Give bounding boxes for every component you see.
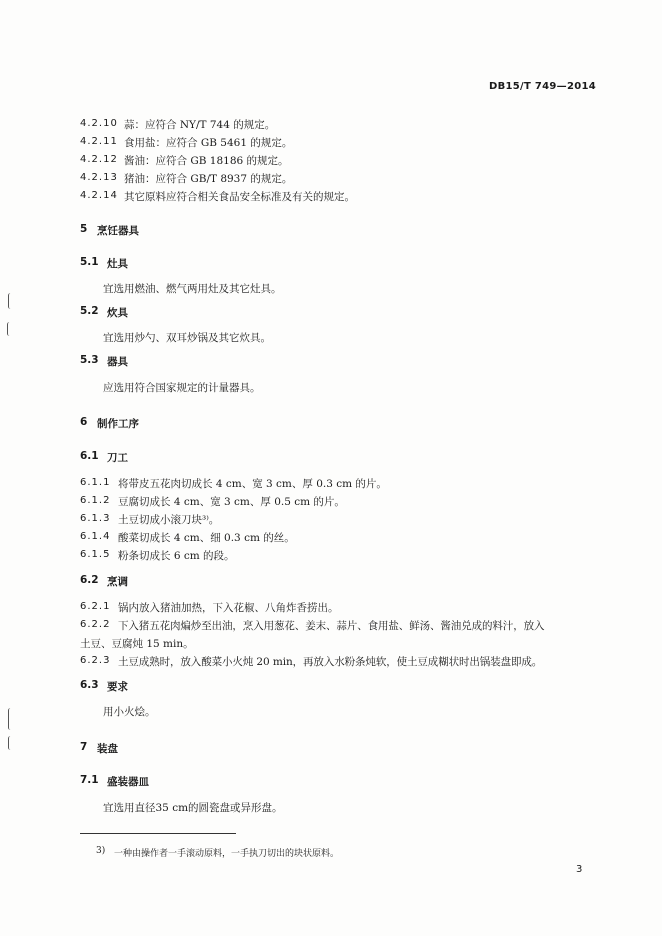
clause-text: 豆腐切成长 4 cm、宽 3 cm、厚 0.5 cm 的片。 bbox=[118, 496, 345, 508]
section-number: 5 bbox=[80, 223, 88, 235]
clause-number: 6.1.1 bbox=[80, 477, 111, 488]
clause-number: 6.1.5 bbox=[80, 549, 111, 560]
clause-text: 酱油：应符合 GB 18186 的规定。 bbox=[124, 155, 289, 167]
binding-mark bbox=[8, 736, 13, 750]
section-heading: 装盘 bbox=[97, 743, 118, 755]
clause-text: 将带皮五花肉切成长 4 cm、宽 3 cm、厚 0.3 cm 的片。 bbox=[118, 478, 387, 490]
subsection-number: 5.1 bbox=[80, 256, 99, 268]
footnote-separator bbox=[80, 833, 236, 834]
clause-number: 4.2.11 bbox=[80, 136, 118, 147]
paragraph: 宜选用炒勺、双耳炒锅及其它炊具。 bbox=[103, 332, 271, 344]
subsection-number: 6.3 bbox=[80, 679, 99, 691]
subsection-number: 7.1 bbox=[80, 774, 99, 786]
clause-number: 6.2.2 bbox=[80, 619, 111, 630]
footnote-mark: 3) bbox=[96, 846, 106, 856]
clause-text: 食用盐：应符合 GB 5461 的规定。 bbox=[124, 137, 293, 149]
clause-number: 6.2.1 bbox=[80, 601, 111, 612]
subsection-number: 5.3 bbox=[80, 354, 99, 366]
clause-text: 其它原料应符合相关食品安全标准及有关的规定。 bbox=[124, 191, 355, 203]
paragraph: 用小火烩。 bbox=[103, 706, 156, 718]
binding-mark bbox=[8, 293, 13, 309]
subsection-heading: 刀工 bbox=[107, 452, 128, 464]
subsection-heading: 烹调 bbox=[107, 576, 128, 588]
paragraph: 宜选用燃油、燃气两用灶及其它灶具。 bbox=[103, 283, 282, 295]
clause-number: 6.1.4 bbox=[80, 531, 111, 542]
binding-mark bbox=[7, 322, 12, 336]
clause-text: 猪油：应符合 GB/T 8937 的规定。 bbox=[124, 173, 293, 185]
clause-text: 酸菜切成长 4 cm、细 0.3 cm 的丝。 bbox=[118, 532, 295, 544]
section-number: 7 bbox=[80, 741, 88, 753]
clause-number: 4.2.13 bbox=[80, 172, 118, 183]
subsection-heading: 灶具 bbox=[107, 258, 128, 270]
subsection-heading: 器具 bbox=[107, 356, 128, 368]
clause-text: 蒜：应符合 NY/T 744 的规定。 bbox=[124, 119, 276, 131]
clause-number: 4.2.10 bbox=[80, 118, 118, 129]
subsection-number: 5.2 bbox=[80, 305, 99, 317]
clause-text: 下入猪五花肉煸炒至出油，烹入用葱花、姜末、蒜片、食用盐、鲜汤、酱油兑成的料汁，放入 bbox=[118, 620, 545, 632]
subsection-number: 6.1 bbox=[80, 450, 99, 462]
section-number: 6 bbox=[80, 416, 88, 428]
paragraph: 宜选用直径35 cm的圆瓷盘或异形盘。 bbox=[103, 802, 283, 814]
clause-number: 6.1.3 bbox=[80, 513, 111, 524]
clause-number: 4.2.14 bbox=[80, 190, 118, 201]
document-code: DB15/T 749—2014 bbox=[489, 81, 596, 92]
clause-number: 6.1.2 bbox=[80, 495, 111, 506]
clause-number: 4.2.12 bbox=[80, 154, 118, 165]
subsection-heading: 要求 bbox=[107, 681, 128, 693]
clause-text: 土豆切成小滚刀块³⁾。 bbox=[118, 514, 220, 526]
subsection-heading: 炊具 bbox=[107, 307, 128, 319]
page-number: 3 bbox=[576, 864, 583, 875]
subsection-number: 6.2 bbox=[80, 574, 99, 586]
clause-number: 6.2.3 bbox=[80, 655, 111, 666]
paragraph: 应选用符合国家规定的计量器具。 bbox=[103, 382, 261, 394]
clause-text-continued: 土豆、豆腐炖 15 min。 bbox=[80, 638, 194, 650]
section-heading: 烹饪器具 bbox=[97, 225, 139, 237]
binding-mark bbox=[8, 708, 13, 730]
clause-text: 土豆成熟时，放入酸菜小火炖 20 min，再放入水粉条炖软，使土豆成糊状时出锅装盘即成。 bbox=[118, 656, 543, 668]
subsection-heading: 盛装器皿 bbox=[107, 776, 149, 788]
section-heading: 制作工序 bbox=[97, 418, 139, 430]
footnote-text: 一种由操作者一手滚动原料，一手执刀切出的块状原料。 bbox=[114, 849, 340, 859]
clause-text: 粉条切成长 6 cm 的段。 bbox=[118, 550, 235, 562]
clause-text: 锅内放入猪油加热，下入花椒、八角炸香捞出。 bbox=[118, 602, 339, 614]
